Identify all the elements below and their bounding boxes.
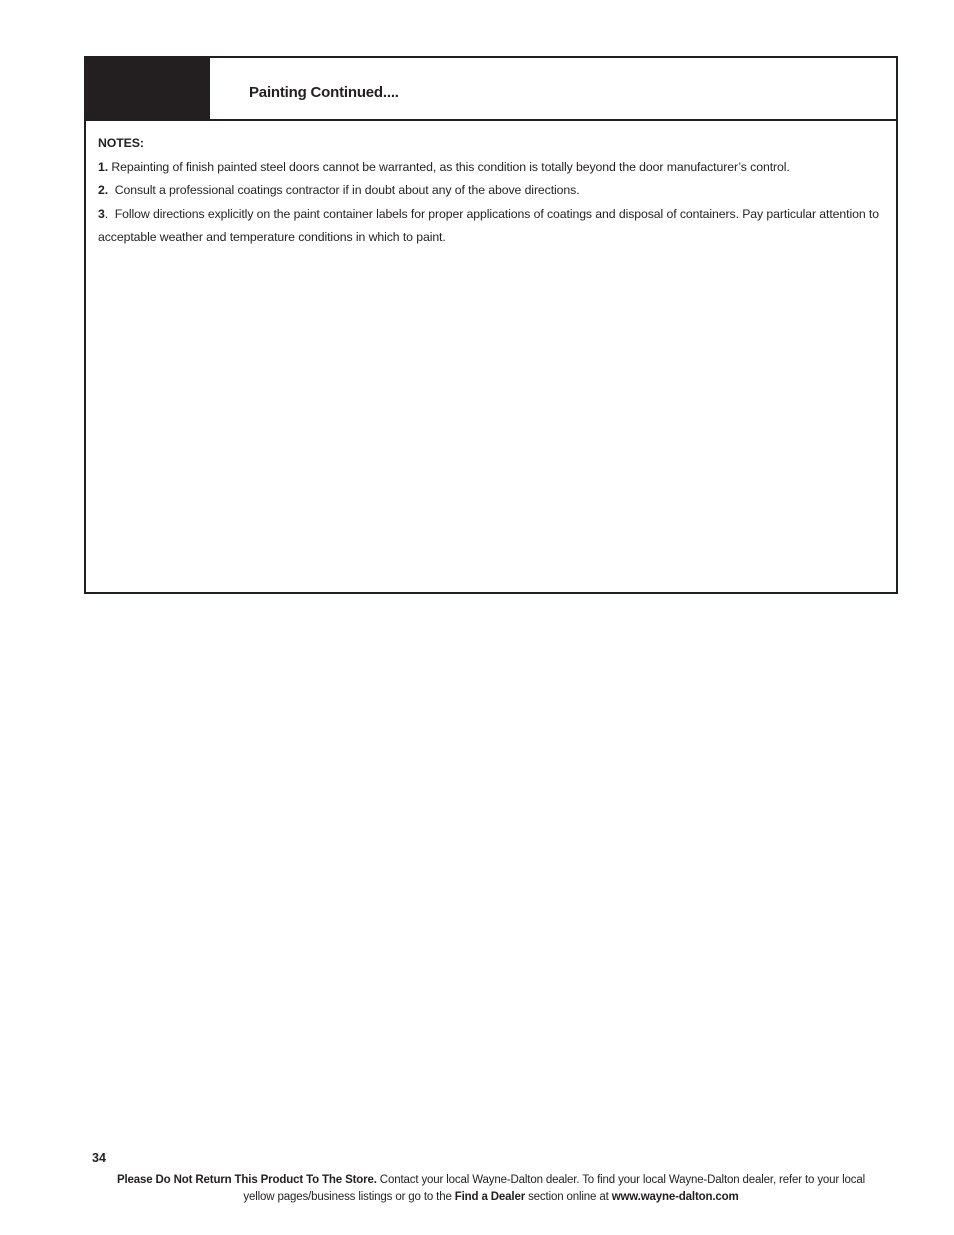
footer-lead: Please Do Not Return This Product To The Store. [116, 1174, 377, 1186]
footer-text: Contact your local Wayne-Dalton dealer. To find your local Wayne-Dalton dealer, refer to your local yellow pages/business listings or go to the [243, 1174, 866, 1203]
website-link[interactable]: www.wayne-dalton.com [611, 1191, 739, 1203]
note-number: 3 [98, 206, 105, 221]
header-black-block [86, 58, 210, 119]
notes-block [98, 132, 888, 250]
note-text: Consult a professional coatings contractor if in doubt about any of the above directions. [108, 183, 580, 197]
note-item-2 [98, 179, 888, 203]
note-text: . Follow directions explicitly on the paint container labels for proper applications of coatings and disposal of containers. Pay particular attention to acceptable weather and temperature conditions in which to paint. [98, 206, 883, 244]
note-number: 1. [98, 159, 109, 174]
notes-heading: NOTES: [98, 136, 144, 150]
footer-notice [100, 1172, 882, 1206]
note-item-1 [98, 156, 888, 180]
section-header [86, 58, 896, 121]
note-item-3 [98, 203, 888, 250]
note-number: 2. [98, 183, 109, 197]
painting-notes-panel [84, 56, 898, 594]
find-a-dealer-link[interactable]: Find a Dealer [454, 1191, 526, 1203]
section-title: Painting Continued.... [249, 84, 399, 101]
footer-text: section online at [525, 1191, 612, 1203]
page-number: 34 [92, 1151, 106, 1165]
note-text: Repainting of finish painted steel doors cannot be warranted, as this condition is totally beyond the door manufacturer’s control. [108, 159, 790, 174]
